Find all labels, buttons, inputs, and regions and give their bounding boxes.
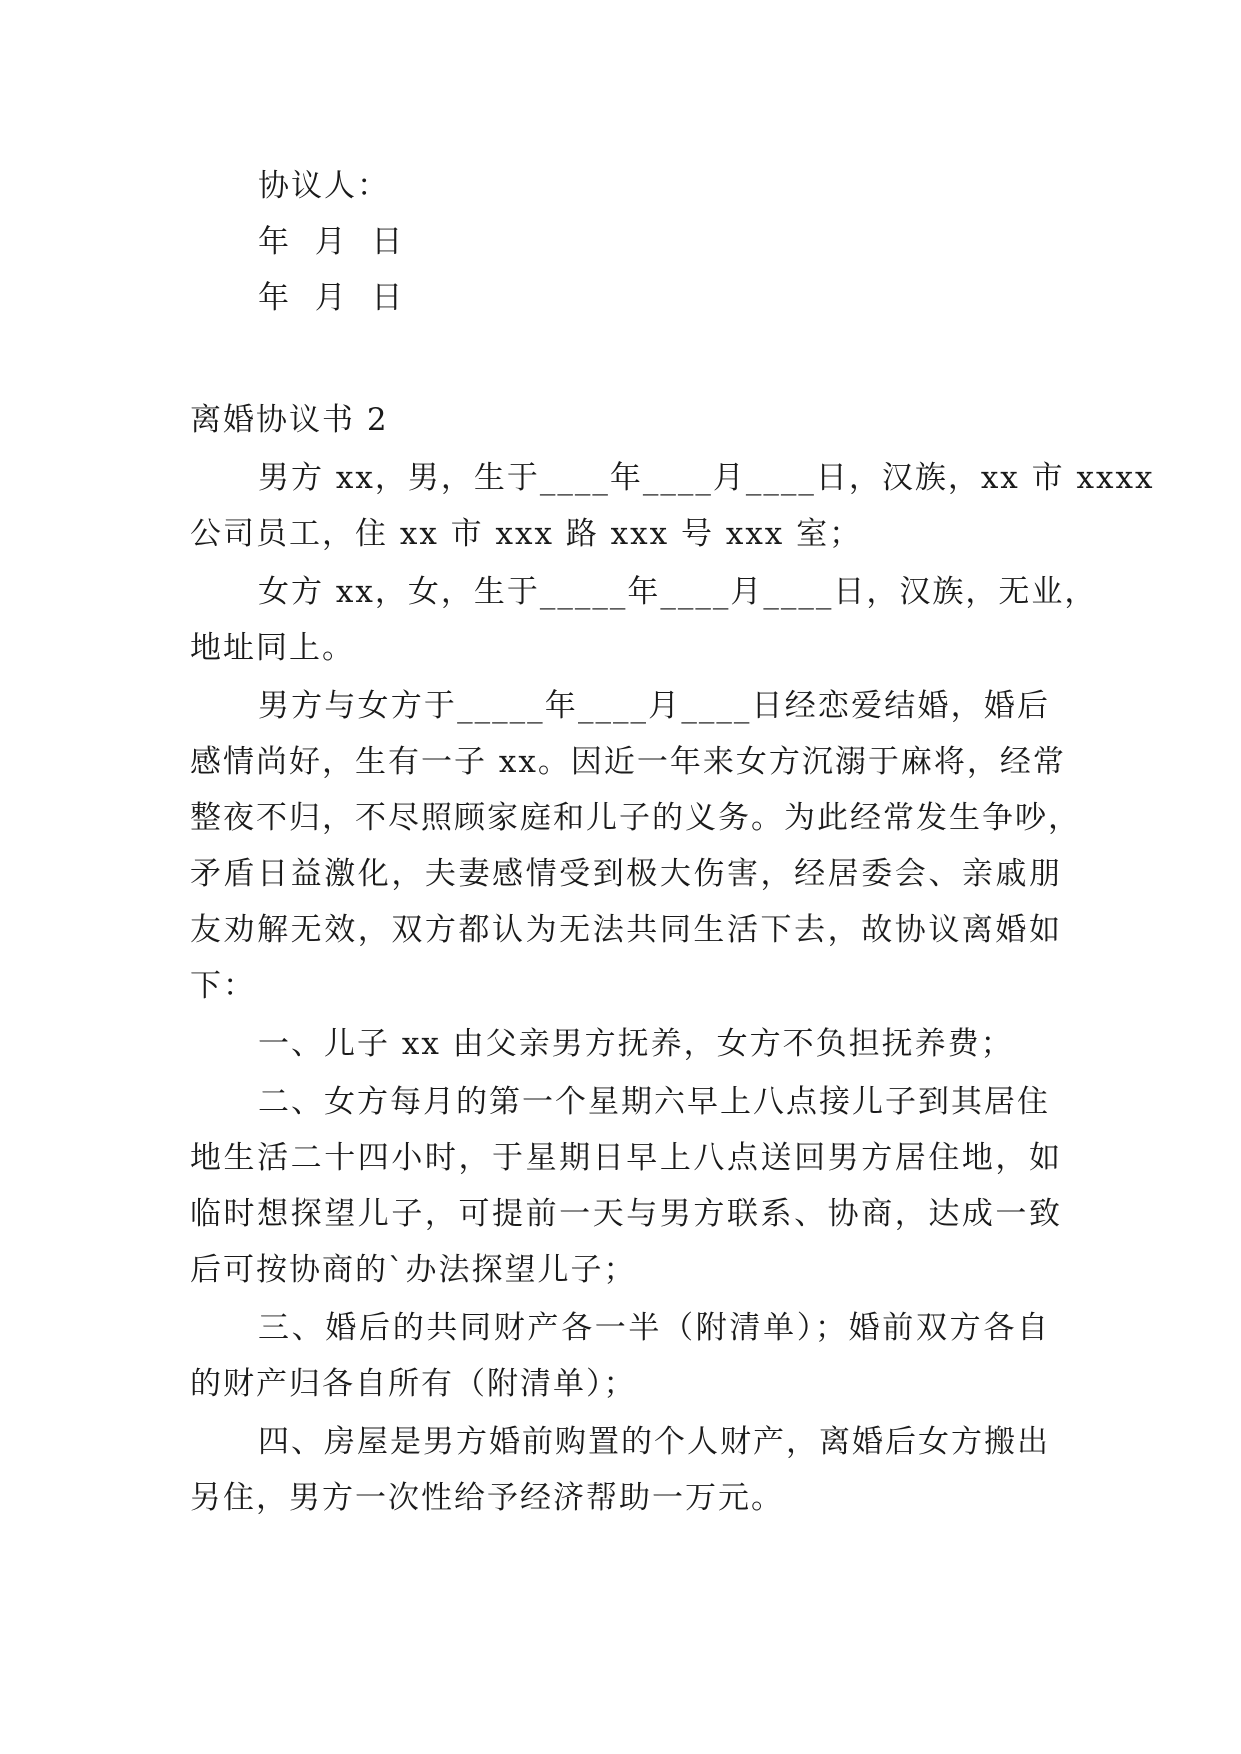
paragraph-line: 友劝解无效，双方都认为无法共同生活下去，故协议离婚如 [190, 912, 1062, 948]
paragraph-line: 下： [190, 968, 256, 1004]
clause-line: 另住，男方一次性给予经济帮助一万元。 [190, 1480, 784, 1516]
clause-line: 二、女方每月的第一个星期六早上八点接儿子到其居住 [258, 1084, 1050, 1120]
clause-line: 临时想探望儿子，可提前一天与男方联系、协商，达成一致 [190, 1196, 1062, 1232]
clause-line: 的财产归各自所有（附清单）； [190, 1366, 637, 1402]
paragraph-line: 女方 xx，女，生于_____年____月____日，汉族，无业， [258, 574, 1098, 610]
paragraph-line: 男方与女方于_____年____月____日经恋爱结婚，婚后 [258, 688, 1050, 724]
paragraph-line: 地址同上。 [190, 630, 355, 666]
party-label: 协议人： [258, 168, 390, 204]
clause-line: 四、房屋是男方婚前购置的个人财产，离婚后女方搬出 [258, 1424, 1050, 1460]
section-title: 离婚协议书 2 [190, 402, 389, 438]
clause-line: 地生活二十四小时，于星期日早上八点送回男方居住地，如 [190, 1140, 1062, 1176]
clause-line: 后可按协商的`办法探望儿子； [190, 1252, 637, 1288]
paragraph-line: 感情尚好，生有一子 xx。因近一年来女方沉溺于麻将，经常 [190, 744, 1066, 780]
date-line: 年 月 日 [258, 280, 405, 316]
date-line: 年 月 日 [258, 224, 405, 260]
paragraph-line: 公司员工，住 xx 市 xxx 路 xxx 号 xxx 室； [190, 516, 863, 552]
clause-line: 三、婚后的共同财产各一半（附清单）；婚前双方各自 [258, 1310, 1050, 1346]
clause-line: 一、儿子 xx 由父亲男方抚养，女方不负担抚养费； [258, 1026, 1014, 1062]
paragraph-line: 整夜不归，不尽照顾家庭和儿子的义务。为此经常发生争吵， [190, 800, 1081, 836]
paragraph-line: 男方 xx，男，生于____年____月____日，汉族，xx 市 xxxx [258, 460, 1155, 496]
paragraph-line: 矛盾日益激化，夫妻感情受到极大伤害，经居委会、亲戚朋 [190, 856, 1062, 892]
